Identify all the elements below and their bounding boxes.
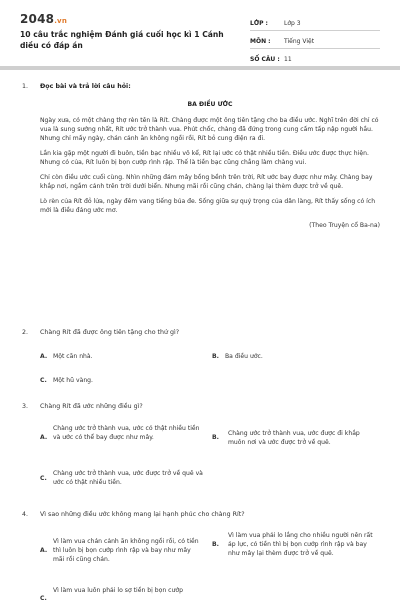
option-text: Vì làm vua chán cảnh ăn không ngồi rồi, có tiền thì luôn bị bọn cướp rình rập và bay như mây mãi rồi cũng chán. [53,538,199,563]
option-text: Một căn nhà. [53,353,93,360]
question-text: Chàng Rít đã ước những điều gì? [40,403,143,410]
meta-value: Tiếng Việt [284,38,315,45]
option-letter: A. [40,353,48,360]
question-number: 4. [22,511,29,518]
option-letter: C. [40,475,47,482]
option-text: Chàng ước trở thành vua, ước được trở về quê và ước có thật nhiều tiền. [53,470,203,486]
site-logo[interactable] [20,12,67,26]
meta-key: LỚP : [250,20,268,27]
meta-row-count [250,49,380,67]
option-letter: B. [212,434,219,441]
meta-row-subject [250,31,380,49]
header-divider [0,66,400,70]
meta-row-class [250,13,380,31]
question-text: Đọc bài và trả lời câu hỏi: [40,83,131,90]
meta-key: MÔN : [250,38,271,45]
question-number: 3. [22,403,29,410]
passage-paragraph: Chỉ còn điều ước cuối cùng. Nhìn những đám mây bồng bềnh trên trời, Rít ước bay được như mây. Chàng bay khắp nơi, ngắm cảnh trên trời dưới biển. Nhưng mãi rồi cũng chán, chàng lại thèm được trở về quê. [40,174,373,190]
option-letter: A. [40,547,48,554]
option-letter: B. [212,353,219,360]
question-text: Vì sao những điều ước không mang lại hạnh phúc cho chàng Rít? [40,511,245,518]
logo-main: 2048 [20,12,55,26]
page-header [0,0,400,66]
option-text: Chàng ước trở thành vua, ước được đi khắp muôn nơi và ước được trở về quê. [228,430,360,446]
question-text: Chàng Rít đã được ông tiên tặng cho thứ gì? [40,329,180,336]
logo-suffix: .vn [54,17,68,25]
meta-info [250,13,380,67]
meta-value: Lớp 3 [284,20,301,27]
option-letter: C. [40,595,47,600]
passage-title: BA ĐIỀU ƯỚC [187,101,233,108]
meta-key: SỐ CÂU : [250,56,280,63]
option-text: Vì làm vua luôn phải lo sợ tiền bị bọn cướp [53,587,183,594]
option-text: Một hũ vàng. [53,377,93,384]
page-title: 10 câu trắc nghiệm Đánh giá cuối học kì 1 Cánh diều có đáp án [20,30,224,50]
passage-paragraph: Ngày xưa, có một chàng thợ rèn tên là Rít. Chàng được một ông tiên tặng cho ba điều ước. Nghĩ trên đời chỉ có vua là sung sướng nhất, Rít ước trở thành vua. Phút chốc, chàng đã đứng trong cung cấm tấp nập người hầu. Nhưng chỉ mấy ngày, chán cảnh ăn không ngồi rồi, Rít bỏ cung điện ra đi. [40,117,379,142]
option-letter: C. [40,377,47,384]
option-text: Chàng ước trở thành vua, ước có thật nhiều tiền và ước có thể bay được như mây. [53,425,200,441]
question-number: 1. [22,83,29,90]
meta-value: 11 [284,56,292,63]
option-text: Vì làm vua phải lo lắng cho nhiều người nên rất áp lực, có tiền thì bị bọn cướp rình rập và bay như mây lại thèm được trở về quê. [228,532,373,557]
passage-paragraph: Lần kia gặp một người đi buôn, tiền bạc nhiều vô kể, Rít lại ước có thật nhiều tiền. Điều ước được thực hiện. Nhưng có của, Rít luôn bị bọn cướp rình rập. Thế là tiền bạc cũng chẳng làm chàng vui. [40,150,369,166]
option-letter: A. [40,434,48,441]
option-letter: B. [212,541,219,548]
option-text: Ba điều ước. [225,353,263,360]
question-number: 2. [22,329,29,336]
passage-source: (Theo Truyện cổ Ba-na) [309,222,380,229]
reading-passage [40,100,380,230]
passage-paragraph: Lò rèn của Rít đỏ lửa, ngày đêm vang tiếng búa đe. Sống giữa sự quý trọng của dân làng, Rít thấy sống có ích mới là điều đáng ước mơ. [40,198,376,214]
